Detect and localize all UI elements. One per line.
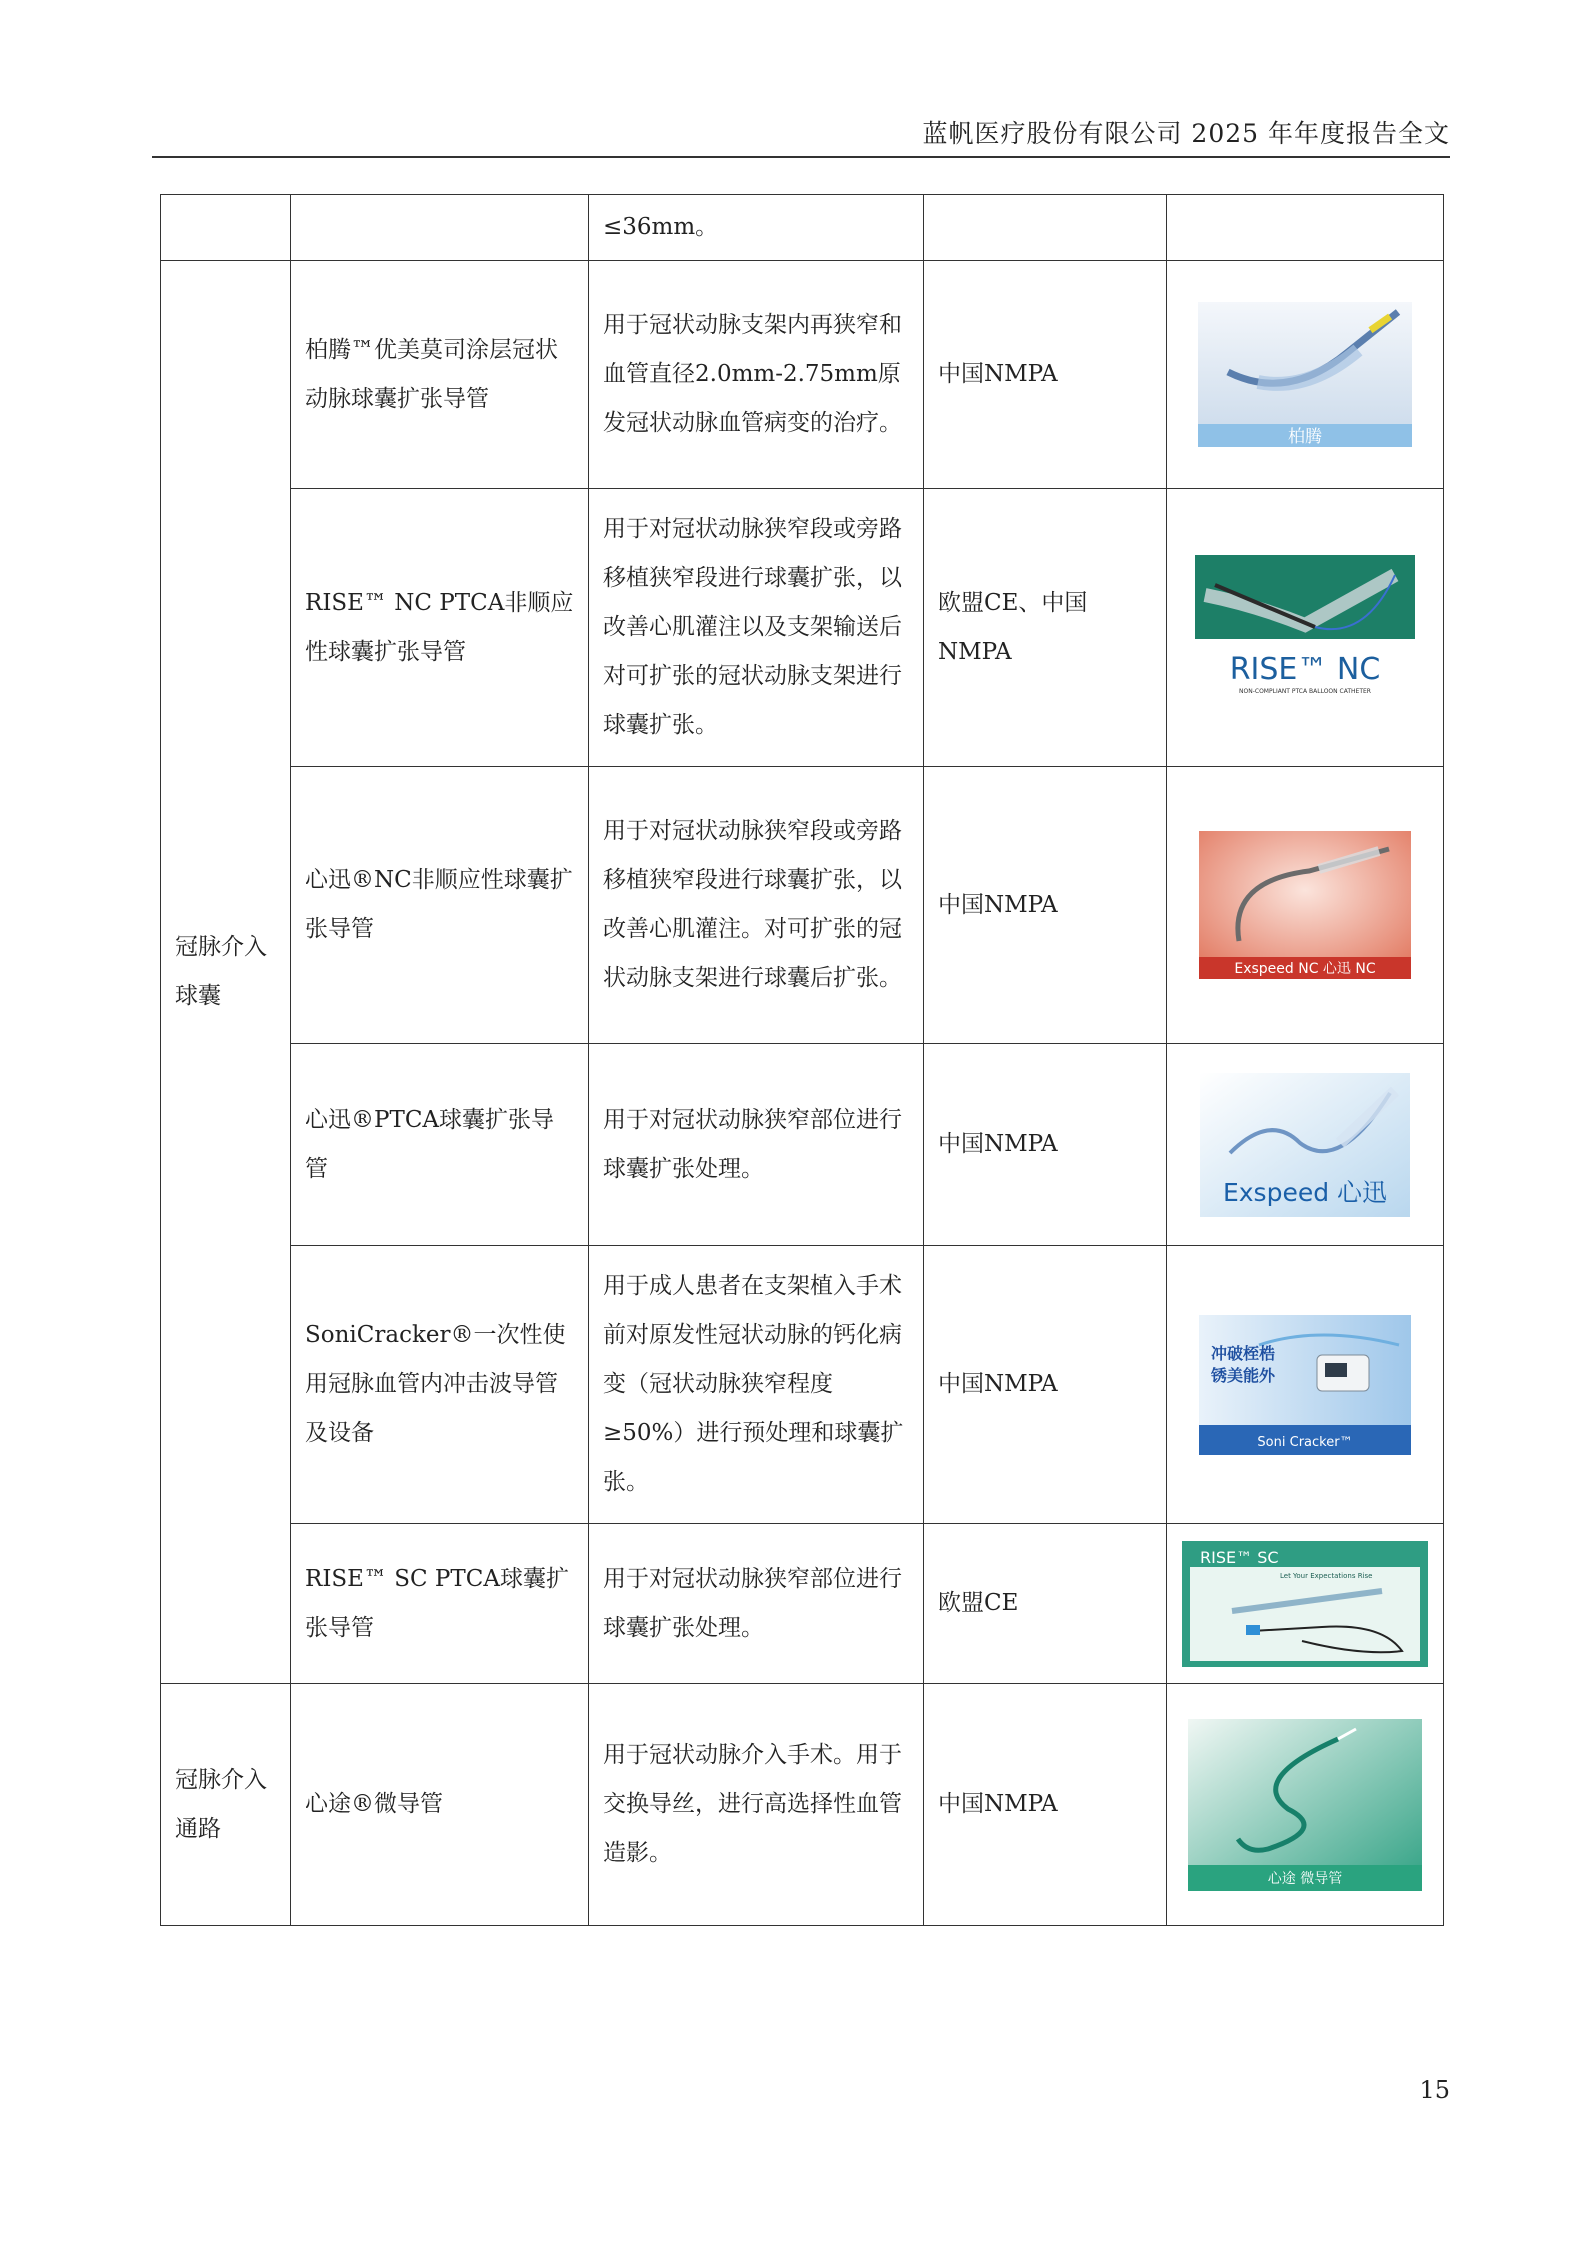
product-logo-text: RISE™ SC (1200, 1547, 1279, 1567)
category-cell: 冠脉介入球囊 (161, 261, 291, 1684)
report-title: 蓝帆医疗股份有限公司 2025 年年度报告全文 (922, 119, 1450, 148)
product-tagline: Let Your Expectations Rise (1280, 1571, 1373, 1580)
image-cell (1167, 261, 1444, 489)
table-row (161, 1044, 1444, 1246)
product-name-cell: RISE™ SC PTCA球囊扩张导管 (291, 1524, 589, 1684)
category-cell (161, 195, 291, 261)
description-cell: 用于对冠状动脉狭窄段或旁路移植狭窄段进行球囊扩张，以改善心肌灌注。对可扩张的冠状动脉支架进行球囊后扩张。 (589, 767, 924, 1044)
description-cell: 用于冠状动脉介入手术。用于交换导丝，进行高选择性血管造影。 (589, 1684, 924, 1926)
image-cell (1167, 1044, 1444, 1246)
description-cell: 用于对冠状动脉狭窄部位进行球囊扩张处理。 (589, 1044, 924, 1246)
description-cell: 用于冠状动脉支架内再狭窄和血管直径2.0mm-2.75mm原发冠状动脉血管病变的治疗。 (589, 261, 924, 489)
rise-sc-product-photo-icon (1182, 1541, 1428, 1667)
description-cell: 用于对冠状动脉狭窄部位进行球囊扩张处理。 (589, 1524, 924, 1684)
image-cell (1167, 1684, 1444, 1926)
category-cell: 冠脉介入通路 (161, 1684, 291, 1926)
product-name-cell: 心迅®PTCA球囊扩张导管 (291, 1044, 589, 1246)
certification-cell: 中国NMPA (924, 1684, 1167, 1926)
product-logo-text: Soni Cracker™ (1257, 1434, 1353, 1450)
exspeed-nc-product-photo-icon (1199, 831, 1411, 979)
table-row (161, 767, 1444, 1044)
product-table (160, 194, 1444, 1926)
page-number: 15 (1419, 2076, 1450, 2104)
balloon-catheter-photo-icon (1198, 302, 1412, 447)
svg-text:冲破桎梏: 冲破桎梏 (1211, 1343, 1276, 1363)
description-cell: 用于对冠状动脉狭窄段或旁路移植狭窄段进行球囊扩张，以改善心肌灌注以及支架输送后对可扩张的冠状动脉支架进行球囊扩张。 (589, 489, 924, 767)
table-row (161, 261, 1444, 489)
product-logo-text: 柏腾 (1288, 427, 1322, 447)
product-name-cell: 心途®微导管 (291, 1684, 589, 1926)
product-name-cell (291, 195, 589, 261)
product-logo-text: RISE™ NC (1229, 652, 1381, 687)
product-name-cell: SoniCracker®一次性使用冠脉血管内冲击波导管及设备 (291, 1246, 589, 1524)
description-cell: ≤36mm。 (589, 195, 924, 261)
product-name-cell: RISE™ NC PTCA非顺应性球囊扩张导管 (291, 489, 589, 767)
certification-cell: 中国NMPA (924, 767, 1167, 1044)
image-cell (1167, 1524, 1444, 1684)
sonicracker-product-photo-icon (1199, 1315, 1411, 1455)
rise-nc-product-photo-icon (1195, 555, 1415, 700)
image-cell (1167, 767, 1444, 1044)
table-row (161, 1246, 1444, 1524)
certification-cell: 欧盟CE、中国NMPA (924, 489, 1167, 767)
certification-cell: 中国NMPA (924, 1246, 1167, 1524)
certification-cell: 中国NMPA (924, 1044, 1167, 1246)
product-logo-text: 心途 微导管 (1267, 1870, 1343, 1887)
product-logo-text: Exspeed 心迅 (1222, 1177, 1388, 1207)
svg-text:锈美能外: 锈美能外 (1211, 1365, 1276, 1385)
image-cell (1167, 195, 1444, 261)
table-row (161, 1684, 1444, 1926)
image-cell (1167, 489, 1444, 767)
certification-cell (924, 195, 1167, 261)
product-logo-text: Exspeed NC 心迅 NC (1234, 961, 1376, 977)
product-name-cell: 心迅®NC非顺应性球囊扩张导管 (291, 767, 589, 1044)
table-row (161, 489, 1444, 767)
table-row (161, 195, 1444, 261)
microcatheter-product-photo-icon (1188, 1719, 1422, 1891)
certification-cell: 欧盟CE (924, 1524, 1167, 1684)
product-name-cell: 柏腾™优美莫司涂层冠状动脉球囊扩张导管 (291, 261, 589, 489)
page-header (152, 112, 1450, 158)
certification-cell: 中国NMPA (924, 261, 1167, 489)
description-cell: 用于成人患者在支架植入手术前对原发性冠状动脉的钙化病变（冠状动脉狭窄程度≥50%）进行预处理和球囊扩张。 (589, 1246, 924, 1524)
table-row (161, 1524, 1444, 1684)
image-cell (1167, 1246, 1444, 1524)
product-logo-subtext: NON-COMPLIANT PTCA BALLOON CATHETER (1239, 688, 1371, 695)
exspeed-product-photo-icon (1200, 1073, 1410, 1217)
